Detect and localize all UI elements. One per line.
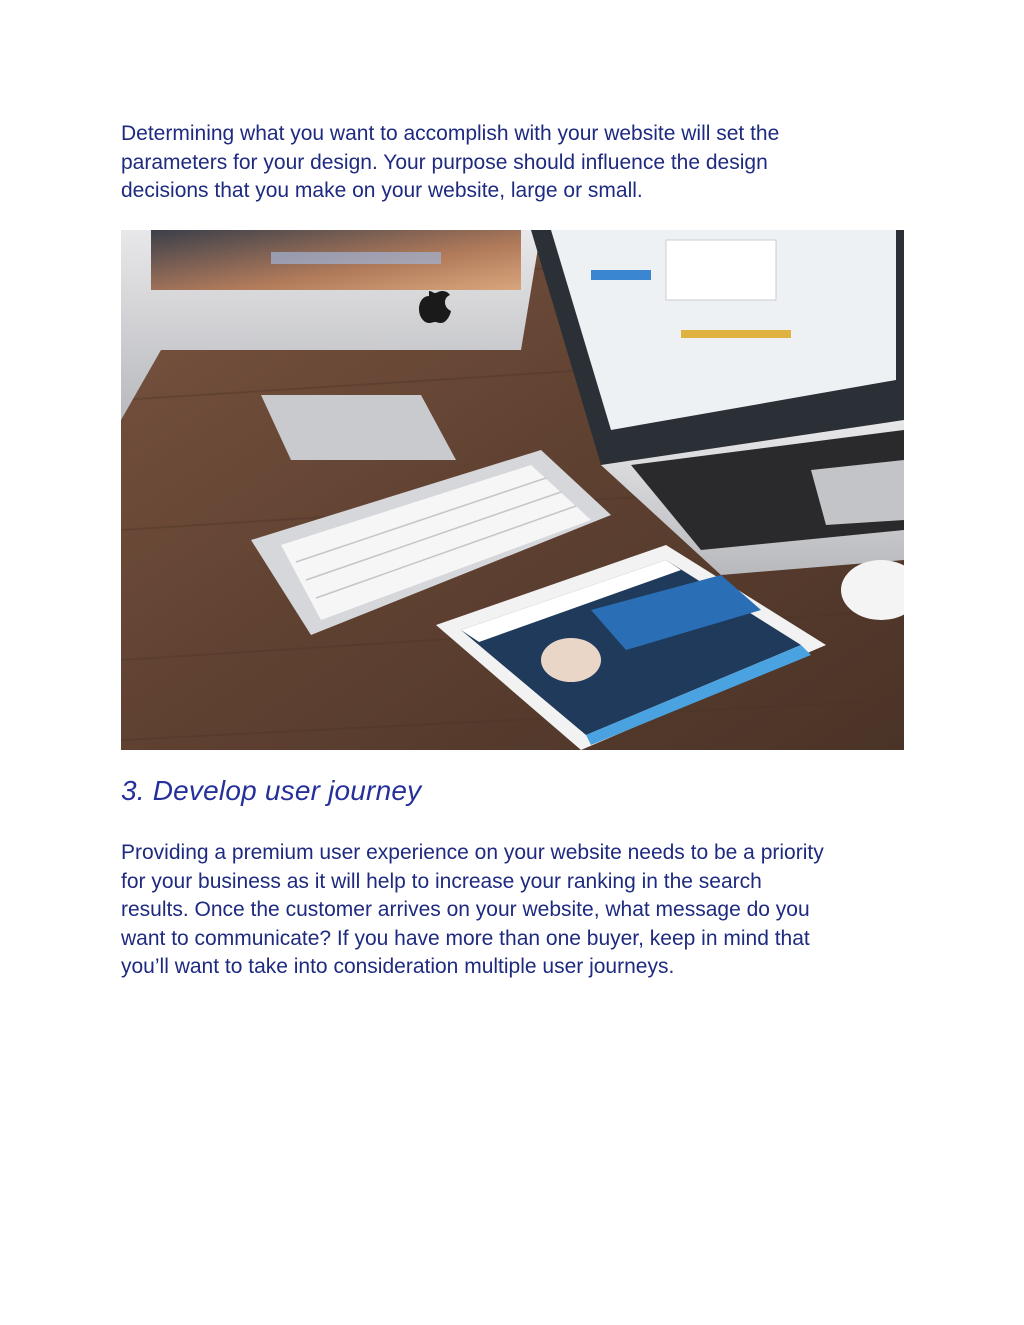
intro-paragraph: Determining what you want to accomplish with your website will set the parameters for your design. Your purpose should influence the design decisions that you make on your website, large or small. bbox=[121, 122, 780, 202]
desk-devices-photo bbox=[121, 230, 904, 750]
photo-icon bbox=[121, 230, 904, 750]
section-heading: 3. Develop user journey bbox=[121, 775, 422, 806]
section-paragraph: Providing a premium user experience on your website needs to be a priority for your business as it will help to increase your ranking in the search results. Once the customer arrives on your website, what message do you want to communicate? If you have more than one buyer, keep in mind that you’ll want to take into consideration multiple user journeys. bbox=[121, 841, 824, 978]
